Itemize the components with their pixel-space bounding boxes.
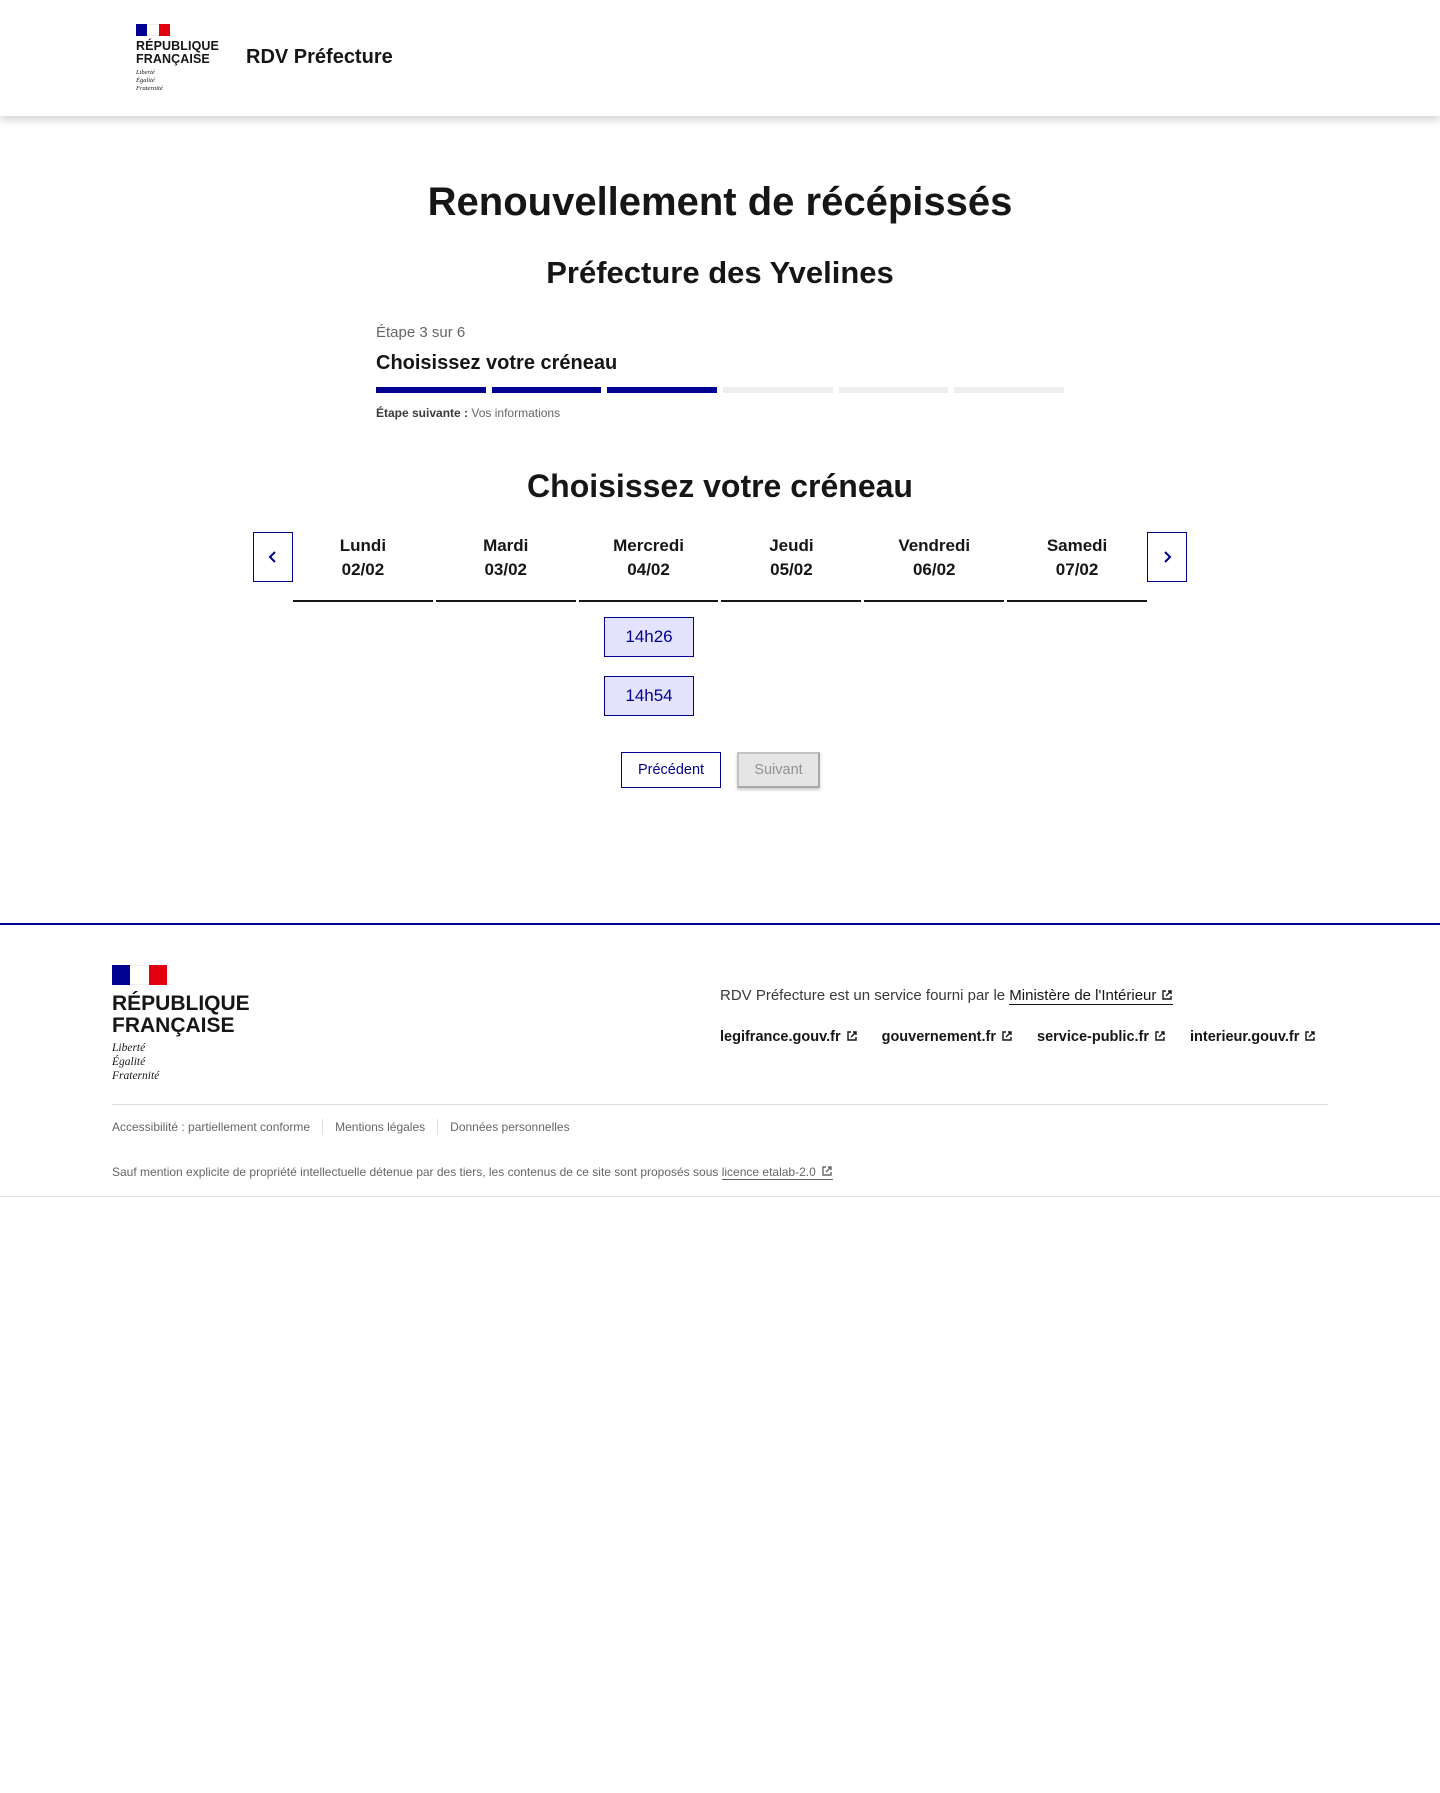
external-link-icon (1304, 1030, 1316, 1042)
footer-bottom-separator (437, 1119, 438, 1135)
footer-description-text: RDV Préfecture est un service fourni par le (720, 987, 1010, 1004)
footer-links (720, 1029, 1316, 1045)
external-link-icon (846, 1030, 858, 1042)
external-link-icon (1154, 1030, 1166, 1042)
stepper (376, 324, 1064, 420)
step-bar-segment (723, 387, 833, 393)
step-bar-segment (376, 387, 486, 393)
time-slot-button[interactable]: 14h54 (604, 676, 694, 716)
step-next-label: Étape suivante : (376, 406, 469, 420)
license-text: Sauf mention explicite de propriété intellectuelle détenue par des tiers, les contenus de ce site sont proposés sous (112, 1165, 722, 1179)
footer-link-label: gouvernement.fr (881, 1029, 997, 1045)
day-column (1007, 532, 1147, 602)
day-date: 06/02 (912, 560, 956, 579)
footer-logo-line-1: RÉPUBLIQUE (112, 992, 250, 1015)
republique-francaise-logo[interactable] (136, 24, 219, 93)
footer-link-label: legifrance.gouv.fr (720, 1029, 841, 1045)
step-bar-segment (954, 387, 1064, 393)
previous-button[interactable]: Précédent (621, 752, 721, 788)
motto-fraternite: Fraternité (136, 85, 163, 92)
day-name: Mercredi (613, 536, 684, 555)
day-column (721, 532, 861, 602)
license-link-label: licence etalab-2.0 (721, 1165, 816, 1179)
motto-liberte: Liberté (112, 1042, 146, 1054)
day-column (579, 532, 719, 602)
day-date: 04/02 (627, 560, 670, 579)
footer-logo-motto (112, 1041, 250, 1083)
motto-egalite: Égalité (136, 77, 155, 84)
day-date: 02/02 (341, 560, 385, 579)
day-name: Lundi (339, 536, 387, 555)
ministere-link-label: Ministère de l'Intérieur (1009, 987, 1157, 1004)
marianne-flag-icon (112, 965, 167, 985)
footer-link-label: service-public.fr (1037, 1029, 1150, 1045)
motto-fraternite: Fraternité (112, 1070, 160, 1082)
service-name[interactable]: RDV Préfecture (246, 46, 393, 68)
footer-divider (112, 1104, 1328, 1105)
ministere-link[interactable] (1009, 987, 1173, 1005)
site-header (0, 0, 1440, 116)
step-bar-segment (492, 387, 602, 393)
day-date: 03/02 (484, 560, 528, 579)
day-column (436, 532, 576, 602)
external-link-icon (821, 1165, 833, 1177)
step-count: Étape 3 sur 6 (376, 324, 466, 341)
step-progress-bar (376, 387, 1064, 393)
footer-description (720, 987, 1173, 1004)
site-footer (0, 923, 1440, 1197)
step-next (376, 406, 1064, 420)
page-title: Renouvellement de récépissés (427, 180, 1013, 224)
logo-motto (136, 69, 219, 93)
footer-logo-line-2: FRANÇAISE (112, 1014, 235, 1037)
section-title: Choisissez votre créneau (527, 468, 913, 504)
footer-link[interactable] (1190, 1029, 1316, 1045)
footer-link[interactable] (882, 1029, 1013, 1045)
day-name: Samedi (1046, 536, 1108, 555)
step-bar-segment (839, 387, 949, 393)
step-title: Choisissez votre créneau (376, 352, 618, 374)
step-next-value: Vos informations (471, 406, 561, 420)
previous-week-button[interactable] (253, 532, 293, 582)
footer-bottom-separator (322, 1119, 323, 1135)
footer-link[interactable] (720, 1029, 858, 1045)
day-name: Mardi (483, 536, 529, 555)
external-link-icon (1161, 989, 1173, 1001)
next-button[interactable]: Suivant (737, 752, 820, 788)
chevron-right-icon (1160, 550, 1174, 564)
day-column (864, 532, 1004, 602)
day-column (293, 532, 433, 602)
day-name: Vendredi (898, 536, 971, 555)
day-date: 07/02 (1055, 560, 1099, 579)
motto-egalite: Égalité (112, 1056, 146, 1068)
day-date: 05/02 (770, 560, 813, 579)
page-subtitle: Préfecture des Yvelines (546, 255, 894, 290)
step-bar-segment (607, 387, 717, 393)
footer-logo[interactable] (112, 965, 250, 1083)
footer-logo-text (112, 993, 250, 1037)
days-row (293, 532, 1147, 602)
motto-liberte: Liberté (136, 69, 155, 76)
logo-text (136, 40, 219, 66)
day-name: Jeudi (769, 536, 814, 555)
footer-link-label: interieur.gouv.fr (1190, 1029, 1300, 1045)
time-slot-button[interactable]: 14h26 (604, 617, 694, 657)
logo-line-2: FRANÇAISE (136, 52, 210, 66)
marianne-flag-icon (136, 24, 170, 36)
footer-link[interactable] (1037, 1029, 1166, 1045)
footer-bottom-links (112, 1119, 570, 1135)
next-week-button[interactable] (1147, 532, 1187, 582)
footer-bottom-link[interactable]: Données personnelles (450, 1120, 570, 1134)
footer-bottom-link[interactable]: Mentions légales (335, 1120, 426, 1134)
license-link[interactable] (722, 1165, 833, 1180)
footer-license (112, 1165, 833, 1179)
chevron-left-icon (266, 550, 280, 564)
logo-line-1: RÉPUBLIQUE (136, 39, 219, 53)
external-link-icon (1001, 1030, 1013, 1042)
footer-bottom-link[interactable]: Accessibilité : partiellement conforme (112, 1120, 311, 1134)
